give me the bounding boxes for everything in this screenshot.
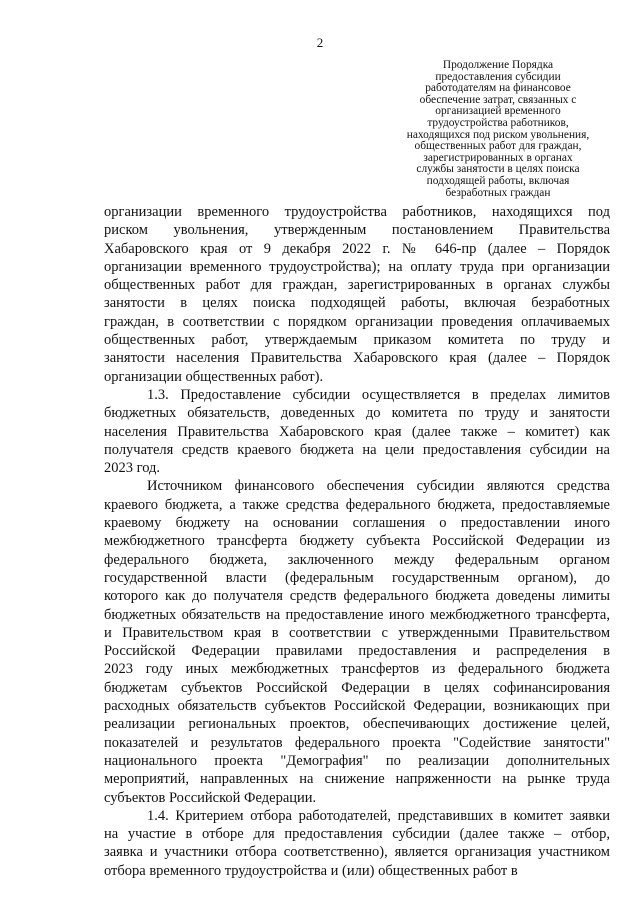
paragraph-line: 1.4. Критерием отбора работодателей, представивших в комитет заявки: [147, 807, 610, 824]
paragraph-line: 2023 году иных межбюджетных трансфертов из федерального бюджета: [104, 661, 610, 678]
header-line: безработных граждан: [445, 186, 551, 199]
paragraph-line: которого как до получателя средств федерального бюджета доведены лимиты: [104, 588, 610, 605]
paragraph-line: Хабаровского края от 9 декабря 2022 г. № 646-пр (далее – Порядок: [104, 240, 610, 257]
header-line: работодателям на финансовое: [425, 82, 571, 95]
paragraph-line: показателей и результатов федерального проекта "Содействие занятости": [104, 734, 610, 751]
paragraph-line: Источником финансового обеспечения субсидии являются средства: [147, 478, 610, 495]
header-line: подходящей работы, включая: [426, 174, 570, 187]
page-number: 2: [316, 35, 324, 50]
header-line: службы занятости в целях поиска: [416, 163, 580, 176]
paragraph-line: граждан, в соответствии с порядком организации проведения оплачиваемых: [104, 313, 610, 330]
paragraph: [104, 807, 610, 880]
paragraph-line: расходных обязательств субъектов Российской Федерации, возникающих при: [104, 698, 610, 715]
paragraph-line: национального проекта "Демография" по реализации дополнительных: [104, 752, 610, 769]
paragraph-line: занятости в целях поиска подходящей работы, включая безработных: [104, 295, 610, 312]
paragraph-line: бюджетных обязательств на предоставление иного межбюджетного трансферта,: [104, 606, 610, 623]
paragraph-line: бюджетам субъектов Российской Федерации в целях софинансирования: [104, 679, 610, 696]
paragraph-line: субъектов Российской Федерации.: [104, 789, 317, 806]
paragraph-line: отбора временного трудоустройства и (или) общественных работ в: [104, 862, 518, 879]
header-line: Продолжение Порядка: [442, 59, 554, 71]
paragraph-line: и Правительством края в соответствии с утвержденными Правительством: [104, 624, 610, 641]
header-line: находящихся под риском увольнения,: [406, 128, 590, 141]
paragraph-line: риском увольнения, утвержденным постановлением Правительства: [104, 222, 610, 239]
paragraph-line: населения Правительства Хабаровского края (далее также – комитет) как: [104, 423, 610, 440]
header-line: организацией временного: [435, 105, 561, 118]
paragraph-line: мероприятий, направленных на снижение напряженности на рынке труда: [104, 771, 610, 788]
header-line: общественных работ для граждан,: [414, 140, 582, 153]
paragraph-line: реализации региональных проектов, обеспечивающих достижение целей,: [104, 716, 610, 733]
paragraph-line: общественных работ, утверждаемым приказом комитета по труду и: [104, 332, 610, 349]
paragraph: [104, 477, 610, 806]
paragraph-line: краевого бюджета, а также средства федерального бюджета, предоставляемые: [104, 496, 610, 513]
header-line: трудоустройства работников,: [427, 116, 569, 129]
header-line: обеспечение затрат, связанных с: [419, 93, 577, 106]
paragraph-line: федерального бюджета, заключенного между федеральным органом: [104, 551, 610, 568]
paragraph-line: получателя средств краевого бюджета на цели предоставления субсидии на: [104, 441, 610, 458]
header-line: предоставления субсидии: [435, 70, 561, 83]
paragraph-line: организации общественных работ).: [104, 368, 324, 385]
paragraph-line: организации временного трудоустройства); на оплату труда при организации: [104, 258, 610, 275]
paragraph-line: занятости населения Правительства Хабаровского края (далее – Порядок: [104, 350, 610, 367]
paragraph-line: бюджетных обязательств, доведенных до комитета по труду и занятости: [104, 405, 610, 422]
document-header: [398, 60, 598, 199]
paragraph-line: 2023 год.: [104, 460, 161, 477]
paragraph: [104, 203, 610, 386]
document-body: [104, 203, 610, 880]
paragraph-line: межбюджетного трансферта бюджету субъекта Российской Федерации из: [104, 533, 610, 550]
paragraph-line: заявка и участники отбора соответственно), является организация участником: [104, 844, 610, 861]
paragraph: [104, 386, 610, 477]
paragraph-line: Российской Федерации правилами предоставления и распределения в: [104, 643, 610, 660]
paragraph-line: на участие в отборе для предоставления субсидии (далее также – отбор,: [104, 826, 610, 843]
paragraph-line: общественных работ для граждан, зарегистрированных в органах службы: [104, 277, 610, 294]
paragraph-line: организации временного трудоустройства работников, находящихся под: [104, 204, 610, 220]
paragraph-line: государственной власти (федеральным государственным органом), до: [104, 569, 610, 586]
header-line: зарегистрированных в органах: [423, 151, 573, 164]
paragraph-line: краевому бюджету на основании соглашения о предоставлении иного: [104, 515, 610, 532]
paragraph-line: 1.3. Предоставление субсидии осуществляется в пределах лимитов: [147, 386, 610, 403]
